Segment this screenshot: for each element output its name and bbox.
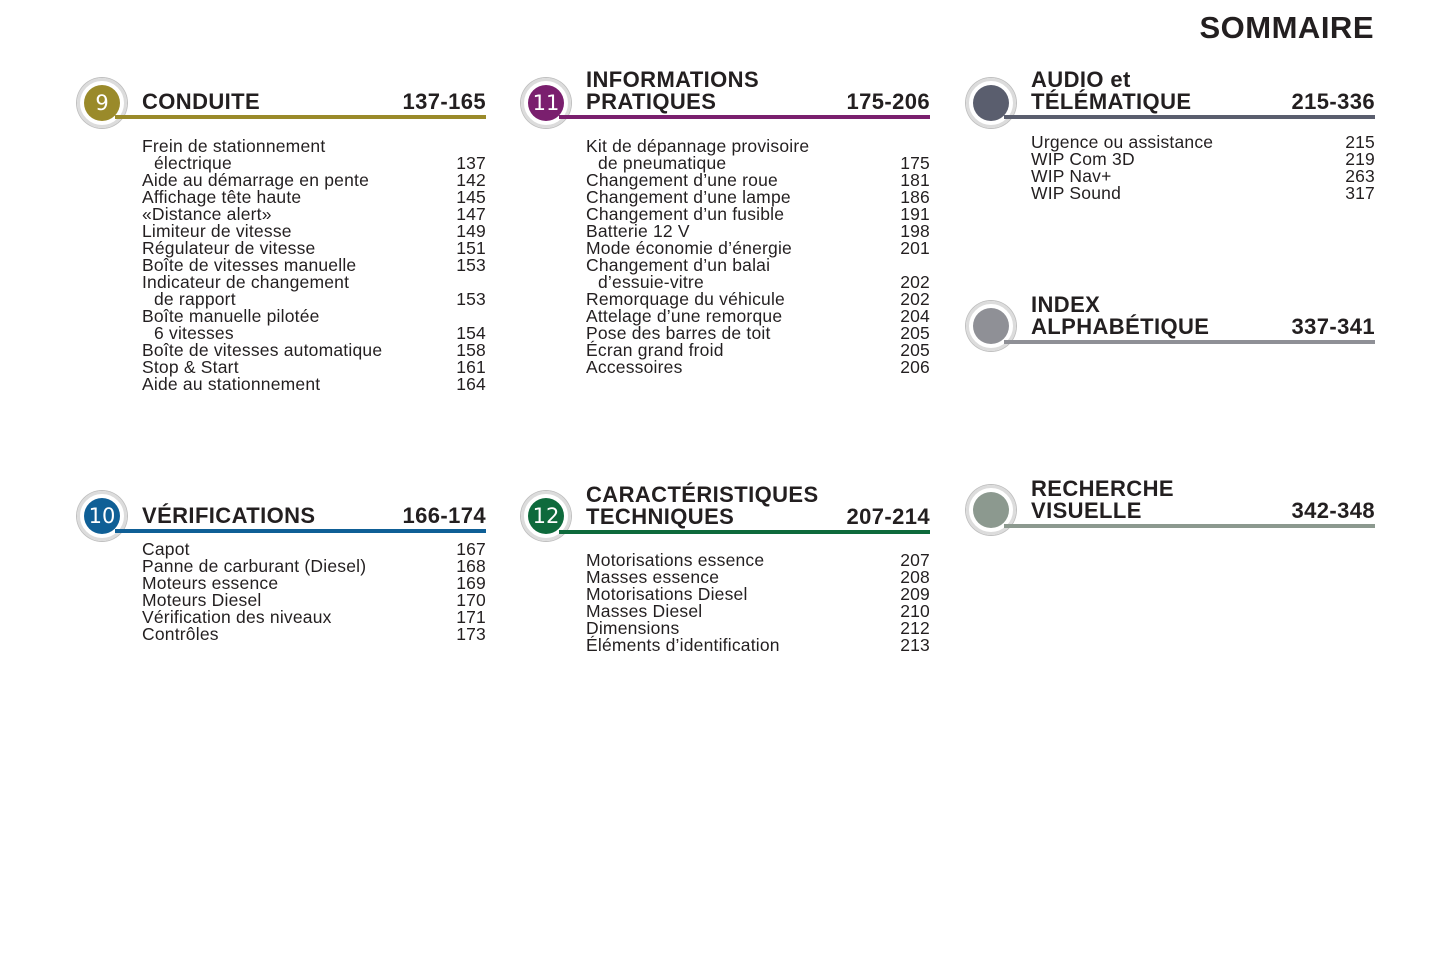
entry-page: 219 (1345, 149, 1375, 169)
entry-label: Boîte de vitesses manuelle (142, 255, 357, 275)
section-title (1031, 294, 1209, 338)
section-header[interactable] (586, 482, 930, 529)
entry-page: 168 (456, 556, 486, 576)
entry-label: Motorisations Diesel (586, 584, 748, 604)
section-title-line: CONDUITE (142, 89, 261, 114)
entry-label: Motorisations essence (586, 550, 765, 570)
chapter-number: 12 (528, 498, 564, 534)
entry-label: de pneumatique (598, 153, 727, 173)
entry-label: Panne de carburant (Diesel) (142, 556, 367, 576)
entry-label: électrique (154, 153, 232, 173)
entry-page: 317 (1345, 183, 1375, 203)
entry-page: 198 (900, 221, 930, 241)
entry-page: 175 (900, 153, 930, 173)
entry-label: Mode économie d’énergie (586, 238, 792, 258)
section-title (142, 91, 260, 113)
section-rule (559, 530, 930, 534)
section-title-line: RECHERCHE (1031, 476, 1174, 501)
section-rule (1004, 340, 1375, 344)
entry-page: 161 (456, 357, 486, 377)
section-page-range: 342-348 (1291, 498, 1375, 523)
toc-section (77, 491, 486, 831)
entry-list (586, 138, 930, 376)
entry-label: «Distance alert» (142, 204, 272, 224)
entry-list (142, 138, 486, 393)
section-title (586, 484, 819, 528)
entry-page: 153 (456, 289, 486, 309)
entry-label: Changement d’une lampe (586, 187, 791, 207)
entry-label: Affichage tête haute (142, 187, 302, 207)
entry-label: Urgence ou assistance (1031, 132, 1214, 152)
entry-page: 201 (900, 238, 930, 258)
section-title-line: ALPHABÉTIQUE (1031, 314, 1210, 339)
entry-page: 213 (900, 635, 930, 655)
entry-page: 186 (900, 187, 930, 207)
section-header[interactable] (142, 491, 486, 527)
entry-page: 209 (900, 584, 930, 604)
entry-page: 147 (456, 204, 486, 224)
entry-page: 215 (1345, 132, 1375, 152)
entry-label: WIP Nav+ (1031, 166, 1112, 186)
section-header[interactable] (586, 67, 930, 114)
section-page-range: 175-206 (846, 89, 930, 114)
entry-label: Capot (142, 539, 190, 559)
entry-page: 173 (456, 624, 486, 644)
entry-label: Pose des barres de toit (586, 323, 771, 343)
list-item[interactable] (586, 637, 930, 654)
entry-page: 142 (456, 170, 486, 190)
entry-page: 210 (900, 601, 930, 621)
section-page-range: 337-341 (1291, 314, 1375, 339)
chapter-number: 10 (84, 498, 120, 534)
section-rule (1004, 524, 1375, 528)
entry-page: 158 (456, 340, 486, 360)
section-page-range: 215-336 (1291, 89, 1375, 114)
list-item[interactable] (142, 626, 486, 643)
entry-label: Boîte manuelle pilotée (142, 306, 320, 326)
toc-section (521, 482, 930, 831)
entry-label: Attelage d’une remorque (586, 306, 783, 326)
entry-label: Aide au démarrage en pente (142, 170, 370, 190)
section-title (1031, 69, 1191, 113)
entry-page: 212 (900, 618, 930, 638)
entry-label: Changement d’une roue (586, 170, 778, 190)
entry-label: WIP Com 3D (1031, 149, 1135, 169)
entry-label: Dimensions (586, 618, 680, 638)
entry-page: 205 (900, 323, 930, 343)
entry-page: 169 (456, 573, 486, 593)
entry-page: 202 (900, 272, 930, 292)
section-page-range: 207-214 (846, 504, 930, 529)
section-rule (115, 529, 486, 533)
entry-list (142, 541, 486, 643)
entry-label: d’essuie-vitre (598, 272, 704, 292)
entry-list (586, 552, 930, 654)
entry-label: Contrôles (142, 624, 219, 644)
entry-label: Moteurs essence (142, 573, 279, 593)
entry-label: Masses Diesel (586, 601, 703, 621)
entry-label: Vérification des niveaux (142, 607, 332, 627)
entry-label: Aide au stationnement (142, 374, 321, 394)
entry-label: de rapport (154, 289, 236, 309)
section-title-line: INDEX (1031, 292, 1101, 317)
entry-label: Accessoires (586, 357, 683, 377)
entry-label: Écran grand froid (586, 340, 724, 360)
chapter-badge[interactable] (966, 78, 1016, 128)
entry-page: 137 (456, 153, 486, 173)
section-title-line: TÉLÉMATIQUE (1031, 89, 1192, 114)
list-item[interactable] (142, 376, 486, 393)
entry-label: Stop & Start (142, 357, 239, 377)
entry-label: Frein de stationnement (142, 136, 326, 156)
chapter-badge[interactable] (77, 491, 127, 541)
entry-page: 208 (900, 567, 930, 587)
entry-label: Moteurs Diesel (142, 590, 262, 610)
section-title-line: CARACTÉRISTIQUES (586, 482, 819, 507)
entry-page: 204 (900, 306, 930, 326)
list-item[interactable] (586, 359, 930, 376)
section-header[interactable] (1031, 67, 1375, 114)
entry-page: 151 (456, 238, 486, 258)
section-page-range: 137-165 (402, 89, 486, 114)
entry-page: 154 (456, 323, 486, 343)
entry-page: 153 (456, 255, 486, 275)
entry-label: Éléments d’identification (586, 635, 780, 655)
chapter-number: 9 (84, 85, 120, 121)
section-rule (1004, 115, 1375, 119)
entry-page: 149 (456, 221, 486, 241)
section-title (142, 505, 315, 527)
section-title-line: INFORMATIONS (586, 67, 760, 92)
section-header[interactable] (1031, 476, 1375, 523)
section-title (586, 69, 759, 113)
section-title-line: PRATIQUES (586, 89, 717, 114)
list-item[interactable] (1031, 185, 1375, 202)
chapter-number (973, 308, 1009, 344)
entry-label: Limiteur de vitesse (142, 221, 292, 241)
entry-page: 207 (900, 550, 930, 570)
entry-page: 205 (900, 340, 930, 360)
entry-label: 6 vitesses (154, 323, 234, 343)
section-header[interactable] (1031, 292, 1375, 339)
entry-label: Changement d’un fusible (586, 204, 785, 224)
entry-page: 181 (900, 170, 930, 190)
section-title-line: TECHNIQUES (586, 504, 735, 529)
chapter-number (973, 492, 1009, 528)
entry-label: Batterie 12 V (586, 221, 690, 241)
chapter-number: 11 (528, 85, 564, 121)
chapter-badge[interactable] (77, 78, 127, 128)
entry-label: Remorquage du véhicule (586, 289, 785, 309)
section-title-line: VISUELLE (1031, 498, 1142, 523)
entry-page: 206 (900, 357, 930, 377)
toc-section (521, 67, 930, 418)
section-page-range: 166-174 (402, 503, 486, 528)
section-header[interactable] (142, 78, 486, 113)
entry-label: Changement d’un balai (586, 255, 771, 275)
toc-section (77, 78, 486, 418)
page-title: SOMMAIRE (1199, 10, 1374, 45)
entry-list (1031, 134, 1375, 202)
section-title-line: VÉRIFICATIONS (142, 503, 316, 528)
chapter-badge[interactable] (521, 78, 571, 128)
entry-page: 191 (900, 204, 930, 224)
entry-page: 171 (456, 607, 486, 627)
section-title-line: AUDIO et (1031, 67, 1131, 92)
entry-label: Masses essence (586, 567, 720, 587)
entry-label: Boîte de vitesses automatique (142, 340, 383, 360)
entry-label: Indicateur de changement (142, 272, 350, 292)
entry-page: 145 (456, 187, 486, 207)
entry-label: WIP Sound (1031, 183, 1122, 203)
section-title (1031, 478, 1174, 522)
toc-section (966, 476, 1375, 825)
section-rule (115, 115, 486, 119)
entry-page: 167 (456, 539, 486, 559)
entry-label: Kit de dépannage provisoire (586, 136, 810, 156)
entry-label: Régulateur de vitesse (142, 238, 316, 258)
entry-page: 202 (900, 289, 930, 309)
entry-page: 170 (456, 590, 486, 610)
section-rule (559, 115, 930, 119)
entry-page: 164 (456, 374, 486, 394)
entry-page: 263 (1345, 166, 1375, 186)
